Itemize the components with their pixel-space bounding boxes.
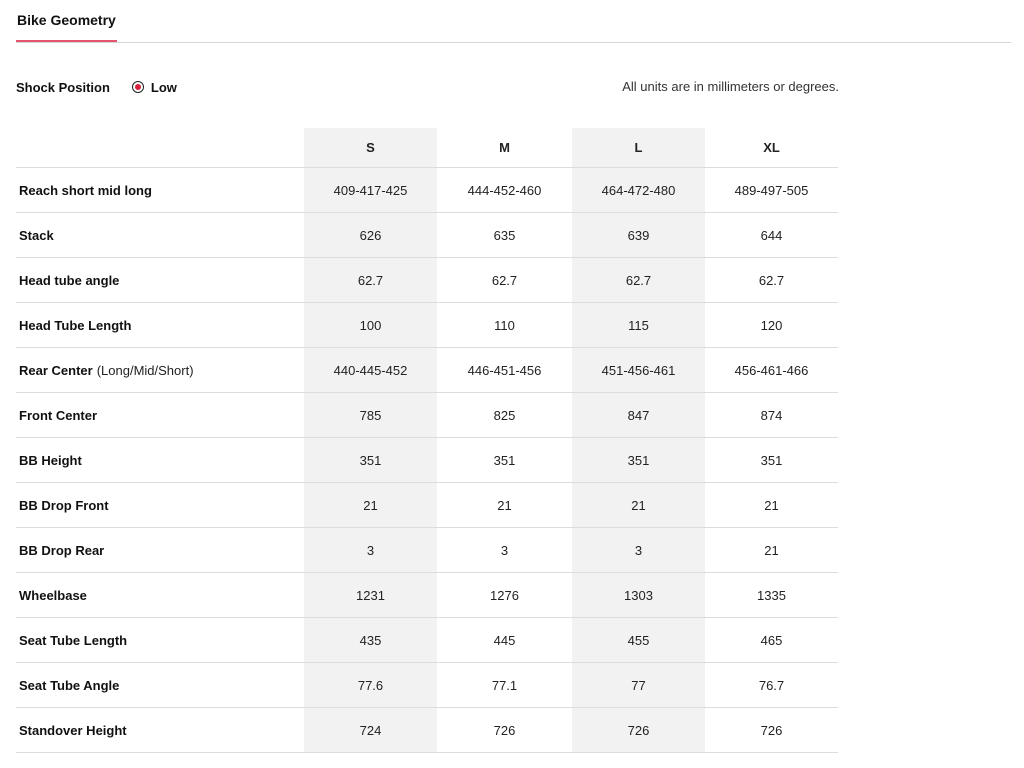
radio-selected-icon[interactable] — [132, 81, 144, 93]
value-cell-l: 464-472-480 — [572, 168, 705, 212]
value-cell-l: 62.7 — [572, 258, 705, 302]
row-label — [16, 708, 304, 752]
row-label-text: BB Height — [19, 452, 82, 468]
value-cell-xl: 489-497-505 — [734, 182, 809, 198]
value-cell-s: 785 — [304, 393, 437, 437]
table-row — [16, 348, 838, 393]
table-body — [16, 168, 838, 753]
table-header-row — [16, 128, 838, 168]
row-label-text: BB Drop Rear — [19, 542, 105, 558]
header-size-l: L — [572, 128, 705, 167]
table-row — [16, 168, 838, 213]
value-cell-xl: 76.7 — [758, 677, 785, 693]
value-cell-l: 77 — [572, 663, 705, 707]
units-note: All units are in millimeters or degrees. — [622, 79, 839, 94]
value-cell-xl: 726 — [760, 722, 783, 738]
value-cell-m: 62.7 — [491, 272, 518, 288]
value-cell-l: 726 — [572, 708, 705, 752]
geometry-table — [16, 128, 838, 753]
value-cell-s: 62.7 — [304, 258, 437, 302]
header-size-xl: XL — [763, 140, 780, 155]
row-label-text: Seat Tube Angle — [19, 677, 120, 693]
row-label — [16, 213, 304, 257]
value-cell-xl: 351 — [760, 452, 783, 468]
table-row — [16, 528, 838, 573]
value-cell-l: 1303 — [572, 573, 705, 617]
table-row — [16, 213, 838, 258]
value-cell-m: 445 — [493, 632, 516, 648]
table-row — [16, 483, 838, 528]
row-label — [16, 258, 304, 302]
row-label — [16, 393, 304, 437]
value-cell-s: 100 — [304, 303, 437, 347]
radio-dot — [135, 84, 141, 90]
value-cell-l: 847 — [572, 393, 705, 437]
value-cell-m: 635 — [493, 227, 516, 243]
value-cell-xl: 62.7 — [758, 272, 785, 288]
header-size-s: S — [304, 128, 437, 167]
value-cell-m: 444-452-460 — [467, 182, 542, 198]
row-label-text: Head tube angle — [19, 272, 120, 288]
value-cell-xl: 644 — [760, 227, 783, 243]
row-label-text: Head Tube Length — [19, 317, 132, 333]
row-label-text: Wheelbase — [19, 587, 87, 603]
table-row — [16, 708, 838, 753]
value-cell-l: 455 — [572, 618, 705, 662]
value-cell-m: 351 — [493, 452, 516, 468]
row-label — [16, 573, 304, 617]
table-row — [16, 258, 838, 303]
row-label — [16, 528, 304, 572]
row-label-subtext: (Long/Mid/Short) — [96, 362, 194, 378]
value-cell-s: 1231 — [304, 573, 437, 617]
header-label-cell — [16, 128, 304, 167]
table-row — [16, 573, 838, 618]
row-label — [16, 348, 304, 392]
row-label — [16, 663, 304, 707]
value-cell-m: 1276 — [490, 587, 519, 603]
row-label-text: Stack — [19, 227, 54, 243]
table-row — [16, 618, 838, 663]
value-cell-xl: 21 — [764, 497, 779, 513]
shock-position-row — [16, 78, 177, 96]
table-row — [16, 438, 838, 483]
header-size-m: M — [499, 140, 510, 155]
value-cell-s: 21 — [304, 483, 437, 527]
value-cell-xl: 1335 — [757, 587, 786, 603]
value-cell-l: 115 — [572, 303, 705, 347]
value-cell-m: 110 — [494, 317, 515, 333]
row-label-text: Seat Tube Length — [19, 632, 128, 648]
shock-position-low-option[interactable] — [132, 80, 177, 95]
row-label-text: Front Center — [19, 407, 97, 423]
shock-position-low-label: Low — [150, 79, 177, 95]
row-label — [16, 168, 304, 212]
value-cell-l: 351 — [572, 438, 705, 482]
value-cell-xl: 120 — [760, 317, 783, 333]
value-cell-m: 3 — [500, 542, 509, 558]
row-label-text: Reach short mid long — [19, 182, 152, 198]
value-cell-s: 351 — [304, 438, 437, 482]
value-cell-s: 409-417-425 — [304, 168, 437, 212]
value-cell-l: 451-456-461 — [572, 348, 705, 392]
row-label-text: Rear Center — [19, 362, 93, 378]
table-row — [16, 393, 838, 438]
shock-position-label: Shock Position — [16, 79, 110, 95]
active-tab-indicator — [16, 40, 117, 42]
table-row — [16, 303, 838, 348]
value-cell-s: 440-445-452 — [304, 348, 437, 392]
value-cell-m: 446-451-456 — [467, 362, 542, 378]
value-cell-xl: 465 — [760, 632, 783, 648]
row-label — [16, 303, 304, 347]
value-cell-m: 825 — [493, 407, 516, 423]
row-label — [16, 483, 304, 527]
row-label — [16, 618, 304, 662]
tab-bike-geometry[interactable]: Bike Geometry — [17, 12, 116, 28]
value-cell-xl: 874 — [760, 407, 783, 423]
value-cell-m: 21 — [497, 497, 512, 513]
value-cell-xl: 456-461-466 — [734, 362, 809, 378]
tab-bar — [16, 0, 1011, 43]
value-cell-s: 724 — [304, 708, 437, 752]
value-cell-l: 639 — [572, 213, 705, 257]
value-cell-m: 77.1 — [491, 677, 518, 693]
value-cell-l: 21 — [572, 483, 705, 527]
value-cell-s: 435 — [304, 618, 437, 662]
table-row — [16, 663, 838, 708]
value-cell-l: 3 — [572, 528, 705, 572]
value-cell-s: 3 — [304, 528, 437, 572]
row-label-text: Standover Height — [19, 722, 127, 738]
value-cell-xl: 21 — [764, 542, 779, 558]
value-cell-s: 77.6 — [304, 663, 437, 707]
value-cell-m: 726 — [493, 722, 516, 738]
row-label-text: BB Drop Front — [19, 497, 109, 513]
value-cell-s: 626 — [304, 213, 437, 257]
row-label — [16, 438, 304, 482]
